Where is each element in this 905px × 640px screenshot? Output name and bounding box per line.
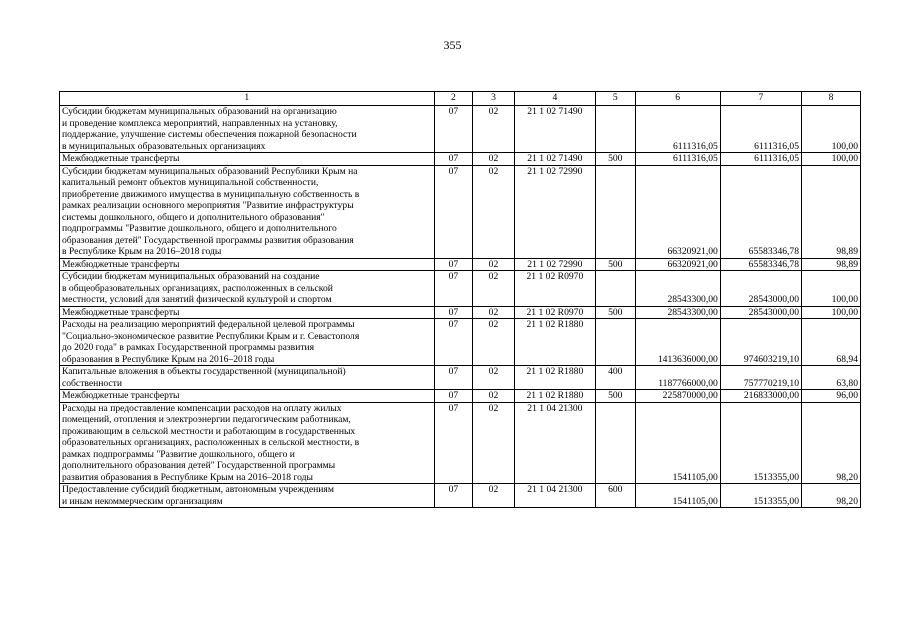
executed-amount: 65583346,78 (720, 165, 801, 258)
target-article-code: 21 1 02 R0970 (514, 306, 595, 319)
description-line: Расходы на реализацию мероприятий федеральной целевой программы (62, 319, 355, 330)
section-code: 07 (434, 165, 473, 258)
expense-type-code: 500 (595, 390, 635, 403)
subsection-code: 02 (473, 402, 515, 484)
description-line: Субсидии бюджетам муниципальных образований на организацию (62, 106, 337, 117)
description-line: системы дошкольного, общего и дополнительного образования" (62, 211, 325, 223)
row-description (60, 402, 435, 484)
planned-amount: 1187766000,00 (635, 366, 720, 390)
executed-amount: 1513355,00 (720, 484, 801, 508)
row-description (60, 271, 435, 307)
page-number: 355 (443, 38, 462, 52)
description-line: помещений, отопления и электроэнергии педагогическим работникам, (62, 414, 351, 425)
target-article-code: 21 1 04 21300 (514, 402, 595, 484)
expense-type-code (595, 319, 635, 366)
target-article-code: 21 1 02 71490 (514, 106, 595, 153)
description-line: подпрограммы "Развитие дошкольного, общего и дополнительного (62, 223, 337, 234)
subsection-code: 02 (473, 306, 515, 319)
execution-percent: 98,20 (802, 402, 861, 484)
table-row (60, 402, 861, 484)
expense-type-code (595, 271, 635, 307)
description-line: Субсидии бюджетам муниципальных образований на создание (62, 271, 320, 282)
description-line: образования детей" Государственной программы развития образования (62, 234, 354, 246)
expense-type-code (595, 165, 635, 258)
description-line: капитальный ремонт объектов муниципальной собственности, (62, 177, 319, 188)
description-line: приобретение движимого имущества в муниципальную собственность в (62, 188, 360, 200)
description-line: Капитальные вложения в объекты государственной (муниципальной) (62, 366, 346, 377)
section-code: 07 (434, 390, 473, 403)
description-line: дополнительного образования детей" Государственной программы (62, 460, 336, 471)
subsection-code: 02 (473, 165, 515, 258)
column-number-header: 6 (635, 92, 720, 106)
execution-percent: 96,00 (802, 390, 861, 403)
section-code: 07 (434, 366, 473, 390)
table-row (60, 319, 861, 366)
description-line: проживающим в сельской местности и работающим в государственных (62, 425, 356, 437)
column-number-row (60, 92, 861, 106)
expense-type-code: 600 (595, 484, 635, 508)
subsection-code: 02 (473, 153, 515, 166)
planned-amount: 6111316,05 (635, 106, 720, 153)
planned-amount: 1541105,00 (635, 484, 720, 508)
description-line: поддержание, улучшение системы обеспечения пожарной безопасности (62, 129, 357, 140)
row-description (60, 153, 435, 166)
execution-percent: 100,00 (802, 153, 861, 166)
executed-amount: 757770219,10 (720, 366, 801, 390)
description-line: Межбюджетные трансферты (62, 390, 180, 401)
executed-amount: 6111316,05 (720, 153, 801, 166)
column-number-header: 4 (514, 92, 595, 106)
subsection-code: 02 (473, 484, 515, 508)
description-line: местности, условий для занятий физической культурой и спортом (62, 294, 332, 305)
table-row (60, 258, 861, 271)
planned-amount: 1413636000,00 (635, 319, 720, 366)
column-number-header: 3 (473, 92, 515, 106)
target-article-code: 21 1 02 71490 (514, 153, 595, 166)
section-code: 07 (434, 319, 473, 366)
row-description (60, 319, 435, 366)
column-number-header: 1 (60, 92, 435, 106)
row-description (60, 306, 435, 319)
row-description (60, 390, 435, 403)
description-line: в общеобразовательных организациях, расположенных в сельской (62, 282, 333, 294)
target-article-code: 21 1 02 72990 (514, 258, 595, 271)
target-article-code: 21 1 02 R1880 (514, 390, 595, 403)
executed-amount: 28543000,00 (720, 306, 801, 319)
target-article-code: 21 1 02 72990 (514, 165, 595, 258)
expense-type-code: 500 (595, 258, 635, 271)
execution-percent: 98,20 (802, 484, 861, 508)
description-line: и проведение комплекса мероприятий, направленных на установку, (62, 117, 338, 129)
description-line: собственности (62, 377, 123, 389)
column-number-header: 8 (802, 92, 861, 106)
column-number-header: 7 (720, 92, 801, 106)
description-line: Предоставление субсидий бюджетным, автономным учреждениям (62, 484, 334, 495)
row-description (60, 258, 435, 271)
section-code: 07 (434, 271, 473, 307)
planned-amount: 1541105,00 (635, 402, 720, 484)
section-code: 07 (434, 106, 473, 153)
section-code: 07 (434, 402, 473, 484)
execution-percent: 98,89 (802, 258, 861, 271)
subsection-code: 02 (473, 390, 515, 403)
description-line: до 2020 года" в рамках Государственной программы развития (62, 342, 315, 353)
planned-amount: 66320921,00 (635, 258, 720, 271)
executed-amount: 216833000,00 (720, 390, 801, 403)
section-code: 07 (434, 153, 473, 166)
table-row (60, 153, 861, 166)
table-row (60, 271, 861, 307)
table-body (60, 106, 861, 508)
table-row (60, 106, 861, 153)
subsection-code: 02 (473, 271, 515, 307)
row-description (60, 484, 435, 508)
executed-amount: 65583346,78 (720, 258, 801, 271)
description-line: образовательных организациях, расположенных в сельской местности, в (62, 437, 360, 448)
row-description (60, 165, 435, 258)
subsection-code: 02 (473, 258, 515, 271)
row-description (60, 366, 435, 390)
executed-amount: 6111316,05 (720, 106, 801, 153)
table-row (60, 484, 861, 508)
planned-amount: 6111316,05 (635, 153, 720, 166)
description-line: Субсидии бюджетам муниципальных образований Республики Крым на (62, 165, 358, 177)
target-article-code: 21 1 04 21300 (514, 484, 595, 508)
target-article-code: 21 1 02 R0970 (514, 271, 595, 307)
description-line: рамках подпрограммы "Развитие дошкольного, общего и (62, 448, 295, 460)
description-line: в муниципальных образовательных организациях (62, 140, 266, 152)
section-code: 07 (434, 484, 473, 508)
section-code: 07 (434, 306, 473, 319)
table-row (60, 306, 861, 319)
table-row (60, 366, 861, 390)
expense-type-code: 400 (595, 366, 635, 390)
execution-percent: 98,89 (802, 165, 861, 258)
description-line: рамках реализации основного мероприятия "Развитие инфраструктуры (62, 200, 354, 211)
description-line: образования в Республике Крым на 2016–2018 годы (62, 353, 275, 365)
description-line: Межбюджетные трансферты (62, 258, 180, 270)
subsection-code: 02 (473, 319, 515, 366)
expense-type-code: 500 (595, 306, 635, 319)
planned-amount: 225870000,00 (635, 390, 720, 403)
description-line: развития образования в Республике Крым на 2016–2018 годы (62, 471, 314, 483)
planned-amount: 28543300,00 (635, 271, 720, 307)
execution-percent: 100,00 (802, 271, 861, 307)
executed-amount: 974603219,10 (720, 319, 801, 366)
row-description (60, 106, 435, 153)
column-number-header: 5 (595, 92, 635, 106)
column-number-header: 2 (434, 92, 473, 106)
description-line: и иным некоммерческим организациям (62, 495, 223, 507)
expense-type-code: 500 (595, 153, 635, 166)
description-line: в Республике Крым на 2016–2018 годы (62, 246, 222, 257)
table-row (60, 165, 861, 258)
description-line: Межбюджетные трансферты (62, 153, 180, 164)
subsection-code: 02 (473, 106, 515, 153)
subsection-code: 02 (473, 366, 515, 390)
execution-percent: 63,80 (802, 366, 861, 390)
planned-amount: 28543300,00 (635, 306, 720, 319)
description-line: Расходы на предоставление компенсации расходов на оплату жилых (62, 402, 342, 414)
expense-type-code (595, 106, 635, 153)
description-line: Межбюджетные трансферты (62, 306, 180, 318)
execution-percent: 100,00 (802, 106, 861, 153)
execution-percent: 100,00 (802, 306, 861, 319)
budget-table (59, 91, 861, 508)
execution-percent: 68,94 (802, 319, 861, 366)
table-row (60, 390, 861, 403)
target-article-code: 21 1 02 R1880 (514, 366, 595, 390)
description-line: "Социально-экономическое развитие Республики Крым и г. Севастополя (62, 330, 360, 342)
section-code: 07 (434, 258, 473, 271)
target-article-code: 21 1 02 R1880 (514, 319, 595, 366)
executed-amount: 1513355,00 (720, 402, 801, 484)
executed-amount: 28543000,00 (720, 271, 801, 307)
planned-amount: 66320921,00 (635, 165, 720, 258)
expense-type-code (595, 402, 635, 484)
